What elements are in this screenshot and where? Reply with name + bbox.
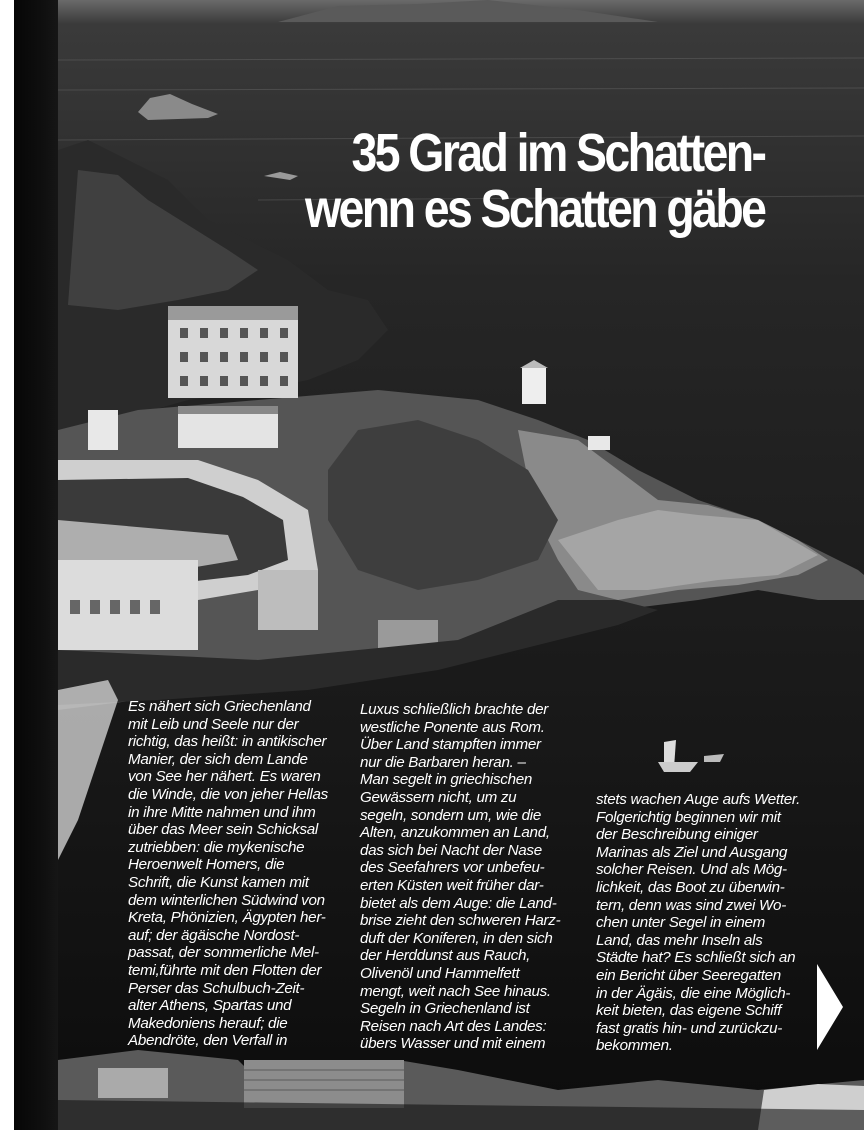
headline-line-2: wenn es Schatten gäbe bbox=[305, 179, 765, 239]
page-margin bbox=[0, 0, 14, 1130]
continue-arrow-icon bbox=[817, 964, 843, 1050]
page-headline bbox=[300, 125, 764, 237]
body-column-1: Es nähert sich Griechenland mit Leib und Seele nur der richtig, das heißt: in antikischer Manier, der sich dem Lande von See her nähert. Es waren die Winde, die von jeher Hellas in ihre Mitte nahmen und ihm über das Meer sein Schicksal zutriebben: die mykenische Heroenwelt Homers, die Schrift, die Kunst kamen mit dem winterlichen Südwind von Kreta, Phönizien, Ägypten her- auf; der ägäische Nordost- passat, der sommerliche Mel- temi,führte mit den Flotten der Perser das Schulbuch-Zeit- alter Athens, Spartas und Makedoniens herauf; die Abendröte, den Verfall in bbox=[128, 698, 328, 1050]
body-column-3: stets wachen Auge aufs Wetter. Folgerichtig beginnen wir mit der Beschreibung einiger Marinas als Ziel und Ausgang solcher Reisen. Und als Mög- lichkeit, das Boot zu überwin- tern, denn was sind zwei Wo- chen unter Segel in einem Land, das mehr Inseln als Städte hat? Es schließt sich an ein Bericht über Seeregatten in der Ägäis, die eine Möglich- keit bieten, das eigene Schiff fast gratis hin- und zurückzu- bekommen. bbox=[596, 791, 801, 1055]
headline-line-1: 35 Grad im Schatten- bbox=[351, 123, 765, 183]
body-column-2: Luxus schließlich brachte der westliche Ponente aus Rom. Über Land stampften immer nur die Barbaren heran. – Man segelt in griechischen Gewässern nicht, um zu segeln, sondern um, wie die Alten, anzukommen an Land, das sich bei Nacht der Nase des Seefahrers vor unbefeu- erten Küsten weit früher dar- bietet als dem Auge: die Land- brise zieht den schweren Harz- duft der Koniferen, in den sich der Herddunst aus Rauch, Olivenöl und Hammelfett mengt, weit nach See hinaus. Segeln in Griechenland ist Reisen nach Art des Landes: übers Wasser und mit einem bbox=[360, 701, 561, 1053]
